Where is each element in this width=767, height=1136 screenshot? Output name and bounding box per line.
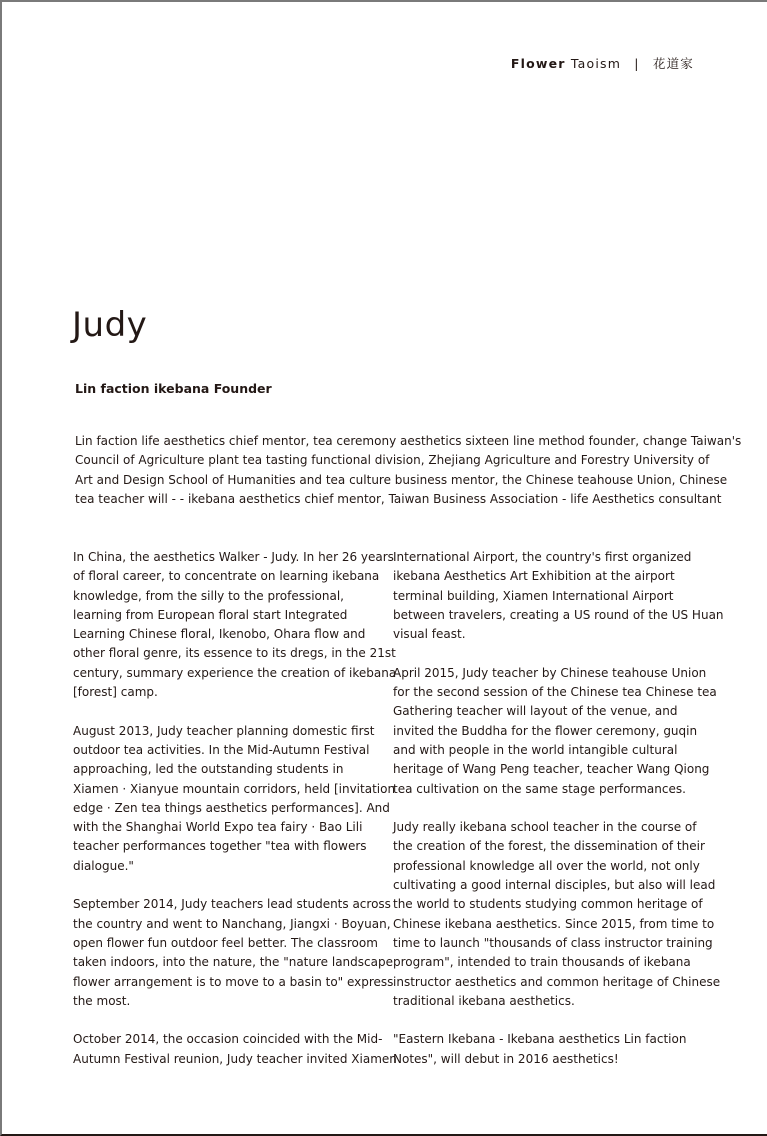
text-line: the creation of the forest, the dissemination of their bbox=[393, 839, 705, 854]
text-line: "Eastern Ikebana - Ikebana aesthetics Lin faction bbox=[393, 1032, 687, 1047]
text-line: outdoor tea activities. In the Mid-Autumn Festival bbox=[73, 742, 370, 757]
text-line: cultivating a good internal disciples, but also will lead bbox=[393, 878, 716, 893]
brand-name-bold: Flower bbox=[510, 56, 566, 71]
text-line: the country and went to Nanchang, Jiangxi · Boyuan, bbox=[73, 916, 391, 931]
body-paragraph bbox=[73, 1030, 397, 1069]
text-line: visual feast. bbox=[393, 627, 466, 642]
text-line: Notes", will debut in 2016 aesthetics! bbox=[393, 1051, 619, 1066]
text-line: Chinese ikebana aesthetics. Since 2015, from time to bbox=[393, 916, 715, 931]
text-line: taken indoors, into the nature, the "nature landscape bbox=[73, 955, 393, 970]
text-line: Judy really ikebana school teacher in the course of bbox=[393, 820, 697, 835]
text-line: September 2014, Judy teachers lead students across bbox=[73, 897, 391, 912]
text-line: time to launch "thousands of class instructor training bbox=[393, 935, 713, 950]
text-line: April 2015, Judy teacher by Chinese teahouse Union bbox=[393, 665, 707, 680]
text-line: learning from European floral start Integrated bbox=[73, 607, 348, 622]
profile-subtitle: Lin faction ikebana Founder bbox=[75, 381, 272, 396]
body-column-right bbox=[393, 548, 724, 1088]
profile-name: Judy bbox=[72, 305, 148, 345]
text-line: Xiamen · Xianyue mountain corridors, held [invitation bbox=[73, 781, 396, 796]
body-paragraph bbox=[393, 1030, 713, 1069]
body-paragraph bbox=[393, 664, 717, 799]
text-line: [forest] camp. bbox=[73, 685, 158, 700]
text-line: approaching, led the outstanding students in bbox=[73, 762, 344, 777]
text-line: Autumn Festival reunion, Judy teacher invited Xiamen bbox=[73, 1051, 397, 1066]
text-line: In China, the aesthetics Walker - Judy. In her 26 years bbox=[73, 550, 394, 564]
text-line: of floral career, to concentrate on learning ikebana bbox=[73, 569, 380, 584]
body-paragraph bbox=[73, 548, 397, 702]
text-line: traditional ikebana aesthetics. bbox=[393, 993, 575, 1008]
text-line: dialogue." bbox=[73, 858, 134, 873]
body-paragraph bbox=[393, 548, 724, 644]
text-line: flower arrangement is to move to a basin to" express bbox=[73, 974, 394, 989]
text-line: Gathering teacher will layout of the venue, and bbox=[393, 704, 678, 719]
brand-chinese-name: 花道家 bbox=[652, 56, 694, 71]
text-line: terminal building, Xiamen International Airport bbox=[393, 588, 674, 603]
text-line: edge · Zen tea things aesthetics performances]. And bbox=[73, 800, 390, 815]
text-line: instructor aesthetics and common heritage of Chinese bbox=[393, 974, 721, 989]
text-line: International Airport, the country's first organized bbox=[393, 550, 692, 564]
text-line: program", intended to train thousands of ikebana bbox=[393, 955, 691, 970]
text-line: between travelers, creating a US round of the US Huan bbox=[393, 607, 724, 622]
text-line: the most. bbox=[73, 993, 131, 1008]
body-column-left bbox=[73, 548, 397, 1088]
page-header bbox=[511, 54, 694, 72]
text-line: Learning Chinese floral, Ikenobo, Ohara flow and bbox=[73, 627, 366, 642]
body-paragraph bbox=[393, 818, 721, 1011]
intro-line: tea teacher will - - ikebana aesthetics chief mentor, Taiwan Business Association - life Aesthetics consultant bbox=[75, 491, 722, 506]
intro-line: Lin faction life aesthetics chief mentor, tea ceremony aesthetics sixteen line method founder, change Taiwan's bbox=[75, 434, 742, 448]
text-line: invited the Buddha for the flower ceremony, guqin bbox=[393, 723, 698, 738]
text-line: other floral genre, its essence to its dregs, in the 21st bbox=[73, 646, 396, 661]
text-line: tea cultivation on the same stage performances. bbox=[393, 781, 686, 796]
body-paragraph bbox=[73, 722, 396, 876]
body-paragraph bbox=[73, 895, 394, 1011]
brand-name-rest: Taoism bbox=[570, 56, 622, 71]
text-line: teacher performances together "tea with flowers bbox=[73, 839, 367, 854]
text-line: October 2014, the occasion coincided with the Mid- bbox=[73, 1032, 383, 1047]
text-line: knowledge, from the silly to the professional, bbox=[73, 588, 344, 603]
text-line: with the Shanghai World Expo tea fairy · Bao Lili bbox=[73, 820, 363, 835]
profile-intro bbox=[75, 432, 742, 509]
text-line: professional knowledge all over the world, not only bbox=[393, 858, 700, 873]
text-line: for the second session of the Chinese tea Chinese tea bbox=[393, 685, 717, 700]
intro-line: Council of Agriculture plant tea tasting functional division, Zhejiang Agriculture and Forestry University of bbox=[75, 453, 710, 468]
text-line: ikebana Aesthetics Art Exhibition at the airport bbox=[393, 569, 675, 584]
text-line: heritage of Wang Peng teacher, teacher Wang Qiong bbox=[393, 762, 710, 777]
text-line: and with people in the world intangible cultural bbox=[393, 742, 678, 757]
text-line: century, summary experience the creation of ikebana bbox=[73, 665, 397, 680]
text-line: open flower fun outdoor feel better. The classroom bbox=[73, 935, 378, 950]
header-separator: | bbox=[634, 56, 640, 71]
text-line: the world to students studying common heritage of bbox=[393, 897, 703, 912]
text-line: August 2013, Judy teacher planning domestic first bbox=[73, 723, 375, 738]
intro-line: Art and Design School of Humanities and tea culture business mentor, the Chinese teahouse Union, Chinese bbox=[75, 472, 728, 487]
